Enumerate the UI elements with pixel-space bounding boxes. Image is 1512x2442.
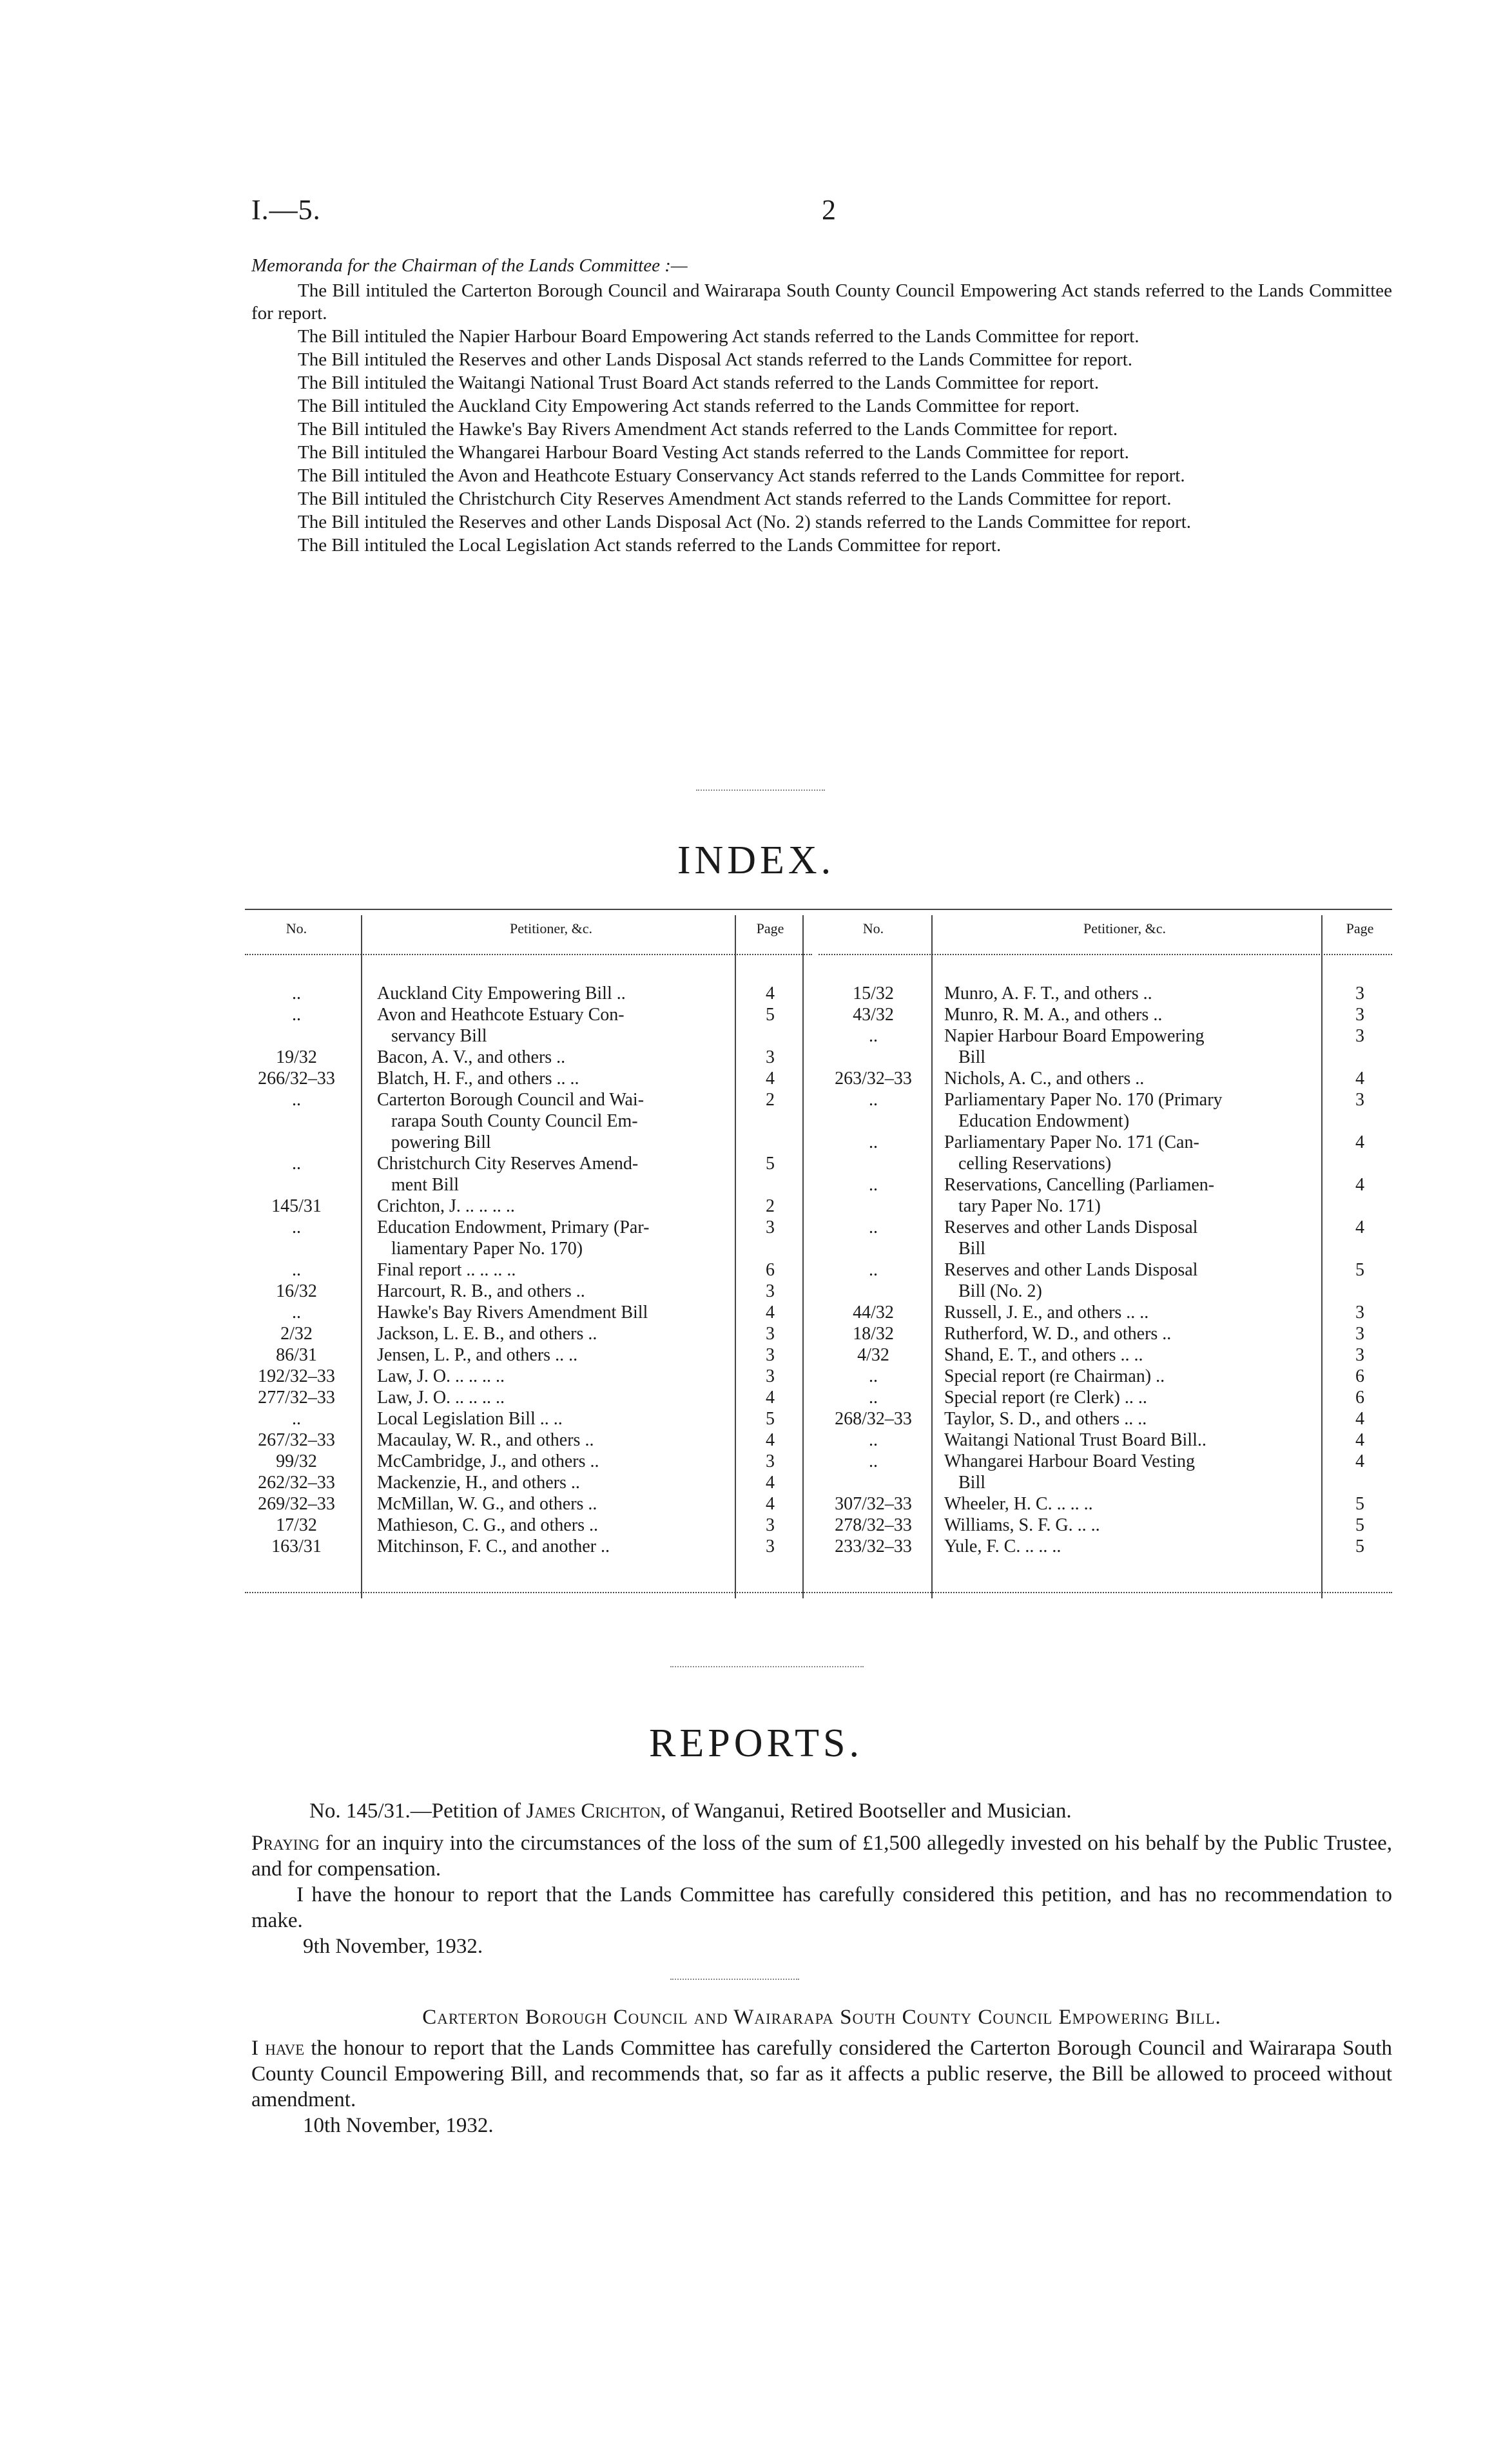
index-number: .. [869,1388,878,1408]
petitioner-line: Reservations, Cancelling (Parliamen- [944,1175,1215,1195]
petitioner-line: servancy Bill [391,1026,487,1046]
index-petitioner [377,1281,725,1302]
index-petitioner [944,983,1305,1004]
index-page: 3 [1355,1345,1364,1365]
index-petitioner [944,1217,1305,1259]
index-number: .. [292,984,301,1003]
report-1-praying [251,1830,1392,1882]
index-petitioner [944,1429,1305,1451]
petitioner-line: rarapa South County Council Em- [391,1111,638,1131]
index-number: .. [869,1430,878,1450]
index-page: 4 [1355,1409,1364,1429]
petitioner-line: Bill (No. 2) [958,1281,1042,1301]
petitioner-line: Bill [958,1239,986,1259]
index-number: 86/31 [276,1345,317,1365]
divider-1 [696,790,825,791]
petitioner-line: Auckland City Empowering Bill .. [377,984,626,1003]
index-page: 6 [1355,1388,1364,1408]
report-2-date: 10th November, 1932. [303,2114,494,2137]
index-petitioner [944,1068,1305,1089]
petitioner-line: Mathieson, C. G., and others .. [377,1515,598,1535]
index-right-column [819,909,1392,1598]
index-number: 18/32 [853,1324,894,1344]
memo-paragraph: The Bill intituled the Carterton Borough Council and Wairarapa South County Council Empowering Act stands referred to the Lands Committee for report. [251,280,1392,324]
index-page: 3 [766,1345,775,1365]
index-number: .. [869,1366,878,1386]
index-petitioner [944,1089,1305,1132]
petitioner-line: ment Bill [391,1175,459,1195]
petitioner-line: Munro, R. M. A., and others .. [944,1005,1163,1025]
petitioner-line: Christchurch City Reserves Amend- [377,1154,639,1174]
petitioner-line: Mitchinson, F. C., and another .. [377,1536,610,1556]
index-page: 5 [1355,1536,1364,1556]
petitioner-line: Jackson, L. E. B., and others .. [377,1324,597,1344]
index-number: .. [292,1154,301,1174]
petitioner-line: Final report .. .. .. .. [377,1260,516,1280]
index-petitioner [377,1408,725,1429]
index-page: 4 [1355,1175,1364,1195]
index-page: 3 [766,1281,775,1301]
petitioner-line: Taylor, S. D., and others .. .. [944,1409,1147,1429]
petitioner-line: Mackenzie, H., and others .. [377,1473,580,1493]
report-1-body: I have the honour to report that the Lands Committee has carefully considered this petition, and has no recommendation to make. [251,1883,1392,1932]
petitioner-line: Waitangi National Trust Board Bill.. [944,1430,1207,1450]
petitioner-line: Whangarei Harbour Board Vesting [944,1451,1196,1471]
petitioner-line: McMillan, W. G., and others .. [377,1494,597,1514]
praying-word: Praying [251,1832,320,1855]
index-page: 2 [766,1196,775,1216]
index-page: 4 [1355,1430,1364,1450]
index-petitioner [944,1515,1305,1536]
index-petitioner [944,1451,1305,1493]
index-petitioner [377,983,725,1004]
petitioner-line: Hawke's Bay Rivers Amendment Bill [377,1303,648,1323]
memo-paragraph: The Bill intituled the Reserves and other Lands Disposal Act (No. 2) stands referred to the Lands Committee for report. [298,512,1192,532]
petitioner-line: Education Endowment, Primary (Par- [377,1217,650,1237]
index-page: 3 [766,1451,775,1471]
index-petitioner [944,1536,1305,1557]
index-page: 3 [1355,984,1364,1003]
index-petitioner [944,1132,1305,1174]
memoranda-section [251,255,1392,557]
index-page: 3 [766,1217,775,1237]
petitioner-line: Macaulay, W. R., and others .. [377,1430,594,1450]
index-number: 267/32–33 [258,1430,335,1450]
index-petitioner [377,1047,725,1068]
index-page: 4 [766,1473,775,1493]
divider-2 [670,1666,864,1667]
index-petitioner [944,1302,1305,1323]
header-rule [245,954,812,955]
petitioner-line: Special report (re Chairman) .. [944,1366,1165,1386]
petitioner-line: Crichton, J. .. .. .. .. [377,1196,515,1216]
index-petitioner [377,1153,725,1196]
index-petitioner [944,1259,1305,1302]
petitioner-name: James Crichton [526,1799,661,1823]
petitioner-line: liamentary Paper No. 170) [391,1239,583,1259]
report-1-heading-suffix: , of Wanganui, Retired Bootseller and Musician. [661,1799,1072,1823]
petitioner-line: Parliamentary Paper No. 170 (Primary [944,1090,1223,1110]
index-number: 44/32 [853,1303,894,1323]
page-number: 2 [822,194,836,226]
index-number: 16/32 [276,1281,317,1301]
index-petitioner [377,1089,725,1153]
column-rule [361,915,362,1598]
memo-paragraph: The Bill intituled the Napier Harbour Board Empowering Act stands referred to the Lands Committee for report. [298,326,1139,347]
report-2-title: Carterton Borough Council and Wairarapa South County Council Empowering Bill. [422,2006,1221,2029]
index-number: 4/32 [857,1345,889,1365]
index-petitioner [944,1387,1305,1408]
petitioner-line: Law, J. O. .. .. .. .. [377,1366,505,1386]
report-2-body [251,2035,1392,2113]
memoranda-title: Memoranda for the Chairman of the Lands Committee :— [251,255,688,276]
memo-paragraph: The Bill intituled the Reserves and other Lands Disposal Act stands referred to the Lands Committee for report. [298,349,1133,370]
index-page: 5 [1355,1260,1364,1280]
index-page: 4 [766,984,775,1003]
index-number: .. [292,1090,301,1110]
petitioner-line: Parliamentary Paper No. 171 (Can- [944,1132,1199,1152]
index-petitioner [944,1004,1305,1025]
header-page: Page [756,920,784,936]
petitioner-line: tary Paper No. 171) [958,1196,1101,1216]
index-petitioner [944,1344,1305,1366]
petitioner-line: Munro, A. F. T., and others .. [944,984,1152,1003]
index-number: 99/32 [276,1451,317,1471]
header-petitioner: Petitioner, &c. [1083,920,1167,936]
memo-paragraph: The Bill intituled the Auckland City Empowering Act stands referred to the Lands Committee for report. [298,396,1080,416]
petitioner-line: Jensen, L. P., and others .. .. [377,1345,578,1365]
index-number: 268/32–33 [835,1409,912,1429]
index-petitioner [377,1387,725,1408]
index-number: .. [869,1090,878,1110]
report-spacer [251,1959,1392,2004]
table-bottom-rule [245,1592,1392,1593]
index-page: 2 [766,1090,775,1110]
index-number: .. [869,1132,878,1152]
petitioner-line: Bill [958,1047,986,1067]
index-page: 3 [1355,1303,1364,1323]
index-petitioner [377,1536,725,1557]
memo-paragraph: The Bill intituled the Avon and Heathcote Estuary Conservancy Act stands referred to the Lands Committee for report. [298,465,1185,486]
header-petitioner: Petitioner, &c. [509,920,593,936]
index-number: 17/32 [276,1515,317,1535]
index-petitioner [377,1366,725,1387]
index-number: 145/31 [271,1196,322,1216]
index-petitioner [377,1515,725,1536]
header-no: No. [862,920,884,936]
index-page: 5 [766,1005,775,1025]
index-page: 3 [1355,1324,1364,1344]
memo-paragraph: The Bill intituled the Waitangi National Trust Board Act stands referred to the Lands Committee for report. [298,373,1100,393]
index-petitioner [377,1451,725,1472]
index-page: 3 [1355,1090,1364,1110]
index-number: .. [292,1217,301,1237]
memo-paragraph: The Bill intituled the Christchurch City Reserves Amendment Act stands referred to the Lands Committee for report. [298,489,1172,509]
report-1-heading [251,1798,1392,1824]
report-1-date: 9th November, 1932. [303,1935,483,1958]
report-2-lead: I have [251,2037,305,2060]
index-number: .. [869,1217,878,1237]
petitioner-line: Williams, S. F. G. .. .. [944,1515,1100,1535]
index-page: 5 [766,1154,775,1174]
index-petitioner [377,1259,725,1281]
index-page: 4 [766,1494,775,1514]
index-page: 3 [1355,1026,1364,1046]
index-number: 15/32 [853,984,894,1003]
index-table [245,909,1392,1598]
index-number: 277/32–33 [258,1388,335,1408]
petitioner-line: Rutherford, W. D., and others .. [944,1324,1172,1344]
index-petitioner [944,1408,1305,1429]
column-rule [735,915,736,1598]
index-page: 4 [1355,1451,1364,1471]
index-number: .. [869,1260,878,1280]
index-page: 4 [766,1069,775,1089]
index-number: 2/32 [280,1324,313,1344]
petitioner-line: Blatch, H. F., and others .. .. [377,1069,579,1089]
petitioner-line: powering Bill [391,1132,491,1152]
index-left-column [245,909,812,1598]
index-petitioner [377,1323,725,1344]
petitioner-line: Reserves and other Lands Disposal [944,1217,1198,1237]
index-petitioner [944,1366,1305,1387]
index-number: .. [292,1303,301,1323]
index-number: 163/31 [271,1536,322,1556]
index-page: 4 [1355,1069,1364,1089]
petitioner-line: Carterton Borough Council and Wai- [377,1090,645,1110]
column-rule [1321,915,1323,1598]
index-petitioner [377,1344,725,1366]
index-page: 4 [1355,1132,1364,1152]
memo-paragraph: The Bill intituled the Whangarei Harbour Board Vesting Act stands referred to the Lands Committee for report. [298,442,1129,463]
index-number: 307/32–33 [835,1494,912,1514]
header-page: Page [1346,920,1374,936]
index-page: 3 [1355,1005,1364,1025]
index-title: INDEX. [677,838,835,882]
index-petitioner [944,1323,1305,1344]
index-petitioner [944,1174,1305,1217]
divider-3 [670,1979,799,1980]
index-petitioner [377,1302,725,1323]
index-petitioner [944,1025,1305,1068]
petitioner-line: Russell, J. E., and others .. .. [944,1303,1149,1323]
index-number: 192/32–33 [258,1366,335,1386]
index-number: .. [292,1260,301,1280]
column-rule [931,915,933,1598]
memo-paragraph: The Bill intituled the Local Legislation Act stands referred to the Lands Committee for report. [298,535,1002,556]
index-page: 6 [766,1260,775,1280]
petitioner-line: Special report (re Clerk) .. .. [944,1388,1147,1408]
index-petitioner [944,1493,1305,1515]
petitioner-line: Law, J. O. .. .. .. .. [377,1388,505,1408]
index-page: 6 [1355,1366,1364,1386]
petitioner-line: celling Reservations) [958,1154,1112,1174]
index-number: 43/32 [853,1005,894,1025]
index-petitioner [377,1217,725,1259]
index-number: 278/32–33 [835,1515,912,1535]
petitioner-line: Nichols, A. C., and others .. [944,1069,1145,1089]
index-petitioner [377,1472,725,1493]
header-no: No. [286,920,307,936]
index-page: 4 [1355,1217,1364,1237]
header-rule [819,954,1392,955]
petitioner-line: Local Legislation Bill .. .. [377,1409,563,1429]
index-number: .. [869,1451,878,1471]
petitioner-line: McCambridge, J., and others .. [377,1451,599,1471]
index-petitioner [377,1004,725,1047]
index-page: 5 [766,1409,775,1429]
column-rule [802,915,804,1598]
petitioner-line: Yule, F. C. .. .. .. [944,1536,1061,1556]
reports-title: REPORTS. [649,1721,863,1765]
index-number: 269/32–33 [258,1494,335,1514]
petitioner-line: Wheeler, H. C. .. .. .. [944,1494,1093,1514]
index-number: 266/32–33 [258,1069,335,1089]
index-petitioner [377,1429,725,1451]
index-number: .. [869,1175,878,1195]
praying-text: for an inquiry into the circumstances of the loss of the sum of £1,500 allegedly invested on his behalf by the Public Trustee, and for compensation. [251,1832,1392,1881]
index-page: 5 [1355,1515,1364,1535]
petitioner-line: Reserves and other Lands Disposal [944,1260,1198,1280]
index-page: 3 [766,1515,775,1535]
index-page: 3 [766,1366,775,1386]
index-petitioner [377,1068,725,1089]
index-number: 263/32–33 [835,1069,912,1089]
index-petitioner [377,1493,725,1515]
index-page: 3 [766,1324,775,1344]
memoranda-paragraphs [251,280,1392,557]
page-header [251,193,1386,232]
report-2-text: the honour to report that the Lands Committee has carefully considered the Carterton Borough Council and Wairarapa South County Council Empowering Bill, and recommends that, so far as it affects a public reserve, the Bill be allowed to proceed without amendment. [251,2037,1392,2111]
petitioner-line: Shand, E. T., and others .. .. [944,1345,1143,1365]
index-number: .. [869,1026,878,1046]
index-petitioner [377,1196,725,1217]
petitioner-line: Bill [958,1473,986,1493]
index-page: 4 [766,1303,775,1323]
index-page: 3 [766,1047,775,1067]
reports-section [251,1798,1392,2138]
petitioner-line: Bacon, A. V., and others .. [377,1047,566,1067]
petitioner-line: Avon and Heathcote Estuary Con- [377,1005,625,1025]
memo-paragraph: The Bill intituled the Hawke's Bay Rivers Amendment Act stands referred to the Lands Committee for report. [298,419,1118,440]
index-number: .. [292,1409,301,1429]
index-number: 262/32–33 [258,1473,335,1493]
report-1-heading-prefix: No. 145/31.—Petition of [309,1799,521,1823]
document-reference: I.—5. [251,194,321,226]
index-number: 233/32–33 [835,1536,912,1556]
petitioner-line: Napier Harbour Board Empowering [944,1026,1205,1046]
petitioner-line: Education Endowment) [958,1111,1130,1131]
index-page: 4 [766,1388,775,1408]
index-number: .. [292,1005,301,1025]
petitioner-line: Harcourt, R. B., and others .. [377,1281,585,1301]
index-page: 5 [1355,1494,1364,1514]
index-page: 3 [766,1536,775,1556]
index-number: 19/32 [276,1047,317,1067]
index-page: 4 [766,1430,775,1450]
